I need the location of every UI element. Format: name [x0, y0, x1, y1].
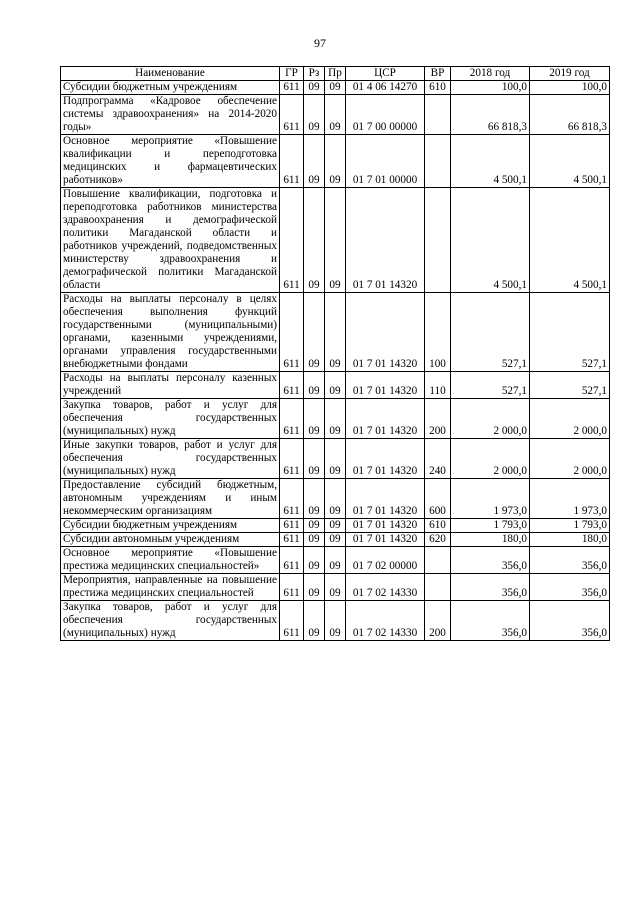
header-2018: 2018 год — [451, 67, 530, 81]
cell-2018: 4 500,1 — [451, 135, 530, 188]
cell-pr: 09 — [325, 519, 346, 533]
cell-rz: 09 — [304, 81, 325, 95]
cell-2018: 527,1 — [451, 293, 530, 372]
cell-pr: 09 — [325, 372, 346, 399]
cell-name: Подпрограмма «Кадровое обеспечение системы здравоохранения» на 2014-2020 годы» — [61, 95, 280, 135]
cell-rz: 09 — [304, 479, 325, 519]
table-row — [61, 399, 610, 439]
cell-gr: 611 — [280, 519, 304, 533]
cell-name: Основное мероприятие «Повышение престижа медицинских специальностей» — [61, 547, 280, 574]
cell-vr: 610 — [425, 519, 451, 533]
cell-gr: 611 — [280, 574, 304, 601]
table-row — [61, 188, 610, 293]
cell-gr: 611 — [280, 293, 304, 372]
cell-2018: 100,0 — [451, 81, 530, 95]
cell-pr: 09 — [325, 188, 346, 293]
cell-csr: 01 7 02 00000 — [346, 547, 425, 574]
cell-name: Субсидии автономным учреждениям — [61, 533, 280, 547]
cell-pr: 09 — [325, 439, 346, 479]
cell-vr: 610 — [425, 81, 451, 95]
cell-name: Закупка товаров, работ и услуг для обеспечения государственных (муниципальных) нужд — [61, 601, 280, 641]
cell-2019: 4 500,1 — [530, 188, 610, 293]
cell-name: Субсидии бюджетным учреждениям — [61, 519, 280, 533]
cell-vr — [425, 135, 451, 188]
cell-csr: 01 7 01 14320 — [346, 519, 425, 533]
cell-pr: 09 — [325, 547, 346, 574]
cell-2019: 527,1 — [530, 293, 610, 372]
cell-gr: 611 — [280, 533, 304, 547]
header-name: Наименование — [61, 67, 280, 81]
cell-vr: 240 — [425, 439, 451, 479]
table-body — [61, 81, 610, 641]
cell-pr: 09 — [325, 479, 346, 519]
cell-2018: 4 500,1 — [451, 188, 530, 293]
cell-csr: 01 7 02 14330 — [346, 601, 425, 641]
cell-2018: 356,0 — [451, 547, 530, 574]
table-row — [61, 293, 610, 372]
cell-2019: 527,1 — [530, 372, 610, 399]
cell-pr: 09 — [325, 399, 346, 439]
cell-name: Повышение квалификации, подготовка и переподготовка работников министерства здравоохранения и демографической политики Магаданской области и работников учреждений, подведомственных министерству здравоохранения и демографической политики Магаданской области — [61, 188, 280, 293]
header-gr: ГР — [280, 67, 304, 81]
cell-vr: 100 — [425, 293, 451, 372]
cell-name: Расходы на выплаты персоналу казенных учреждений — [61, 372, 280, 399]
cell-gr: 611 — [280, 601, 304, 641]
cell-pr: 09 — [325, 81, 346, 95]
cell-name: Закупка товаров, работ и услуг для обеспечения государственных (муниципальных) нужд — [61, 399, 280, 439]
cell-2018: 66 818,3 — [451, 95, 530, 135]
cell-name: Предоставление субсидий бюджетным, автономным учреждениям и иным некоммерческим организациям — [61, 479, 280, 519]
cell-2018: 2 000,0 — [451, 399, 530, 439]
cell-rz: 09 — [304, 95, 325, 135]
cell-rz: 09 — [304, 372, 325, 399]
cell-rz: 09 — [304, 533, 325, 547]
cell-csr: 01 7 01 14320 — [346, 399, 425, 439]
cell-gr: 611 — [280, 479, 304, 519]
table-row — [61, 372, 610, 399]
cell-2019: 2 000,0 — [530, 399, 610, 439]
cell-csr: 01 7 02 14330 — [346, 574, 425, 601]
cell-csr: 01 4 06 14270 — [346, 81, 425, 95]
table-row — [61, 574, 610, 601]
table-row — [61, 135, 610, 188]
cell-rz: 09 — [304, 439, 325, 479]
cell-vr: 600 — [425, 479, 451, 519]
cell-gr: 611 — [280, 188, 304, 293]
cell-rz: 09 — [304, 293, 325, 372]
table-row — [61, 81, 610, 95]
cell-name: Основное мероприятие «Повышение квалификации и переподготовка медицинских и фармацевтических работников» — [61, 135, 280, 188]
cell-csr: 01 7 01 00000 — [346, 135, 425, 188]
page-number: 97 — [314, 36, 326, 50]
cell-2019: 356,0 — [530, 574, 610, 601]
cell-gr: 611 — [280, 399, 304, 439]
cell-name: Иные закупки товаров, работ и услуг для обеспечения государственных (муниципальных) нужд — [61, 439, 280, 479]
cell-vr — [425, 574, 451, 601]
cell-2019: 2 000,0 — [530, 439, 610, 479]
cell-name: Субсидии бюджетным учреждениям — [61, 81, 280, 95]
cell-2018: 1 793,0 — [451, 519, 530, 533]
cell-csr: 01 7 01 14320 — [346, 439, 425, 479]
cell-vr: 620 — [425, 533, 451, 547]
cell-2018: 180,0 — [451, 533, 530, 547]
table-row — [61, 547, 610, 574]
cell-gr: 611 — [280, 81, 304, 95]
cell-2018: 527,1 — [451, 372, 530, 399]
table-row — [61, 95, 610, 135]
cell-name: Мероприятия, направленные на повышение престижа медицинских специальностей — [61, 574, 280, 601]
table-row — [61, 439, 610, 479]
cell-2018: 2 000,0 — [451, 439, 530, 479]
budget-table — [60, 66, 610, 641]
cell-pr: 09 — [325, 574, 346, 601]
cell-csr: 01 7 01 14320 — [346, 293, 425, 372]
cell-vr: 200 — [425, 399, 451, 439]
cell-pr: 09 — [325, 533, 346, 547]
cell-2018: 1 973,0 — [451, 479, 530, 519]
cell-2019: 180,0 — [530, 533, 610, 547]
cell-vr — [425, 188, 451, 293]
cell-csr: 01 7 01 14320 — [346, 479, 425, 519]
cell-rz: 09 — [304, 601, 325, 641]
cell-gr: 611 — [280, 439, 304, 479]
cell-vr — [425, 547, 451, 574]
cell-pr: 09 — [325, 95, 346, 135]
cell-gr: 611 — [280, 135, 304, 188]
cell-vr: 110 — [425, 372, 451, 399]
cell-rz: 09 — [304, 135, 325, 188]
header-vr: ВР — [425, 67, 451, 81]
cell-csr: 01 7 00 00000 — [346, 95, 425, 135]
header-csr: ЦСР — [346, 67, 425, 81]
cell-2019: 356,0 — [530, 601, 610, 641]
cell-rz: 09 — [304, 519, 325, 533]
cell-2019: 356,0 — [530, 547, 610, 574]
cell-rz: 09 — [304, 574, 325, 601]
header-pr: Пр — [325, 67, 346, 81]
cell-csr: 01 7 01 14320 — [346, 188, 425, 293]
table-row — [61, 601, 610, 641]
cell-name: Расходы на выплаты персоналу в целях обеспечения выполнения функций государственными (муниципальными) органами, казенными учреждениями, органами управления государственными внебюджетными фондами — [61, 293, 280, 372]
cell-csr: 01 7 01 14320 — [346, 533, 425, 547]
cell-2019: 4 500,1 — [530, 135, 610, 188]
header-2019: 2019 год — [530, 67, 610, 81]
cell-vr: 200 — [425, 601, 451, 641]
header-rz: Рз — [304, 67, 325, 81]
cell-2018: 356,0 — [451, 574, 530, 601]
cell-rz: 09 — [304, 188, 325, 293]
cell-2019: 66 818,3 — [530, 95, 610, 135]
cell-gr: 611 — [280, 95, 304, 135]
table-header-row — [61, 67, 610, 81]
cell-2019: 1 973,0 — [530, 479, 610, 519]
cell-vr — [425, 95, 451, 135]
cell-2019: 1 793,0 — [530, 519, 610, 533]
cell-rz: 09 — [304, 399, 325, 439]
cell-csr: 01 7 01 14320 — [346, 372, 425, 399]
cell-pr: 09 — [325, 293, 346, 372]
cell-rz: 09 — [304, 547, 325, 574]
cell-pr: 09 — [325, 135, 346, 188]
cell-2018: 356,0 — [451, 601, 530, 641]
cell-gr: 611 — [280, 372, 304, 399]
table-row — [61, 533, 610, 547]
table-row — [61, 519, 610, 533]
cell-2019: 100,0 — [530, 81, 610, 95]
table-row — [61, 479, 610, 519]
cell-pr: 09 — [325, 601, 346, 641]
cell-gr: 611 — [280, 547, 304, 574]
